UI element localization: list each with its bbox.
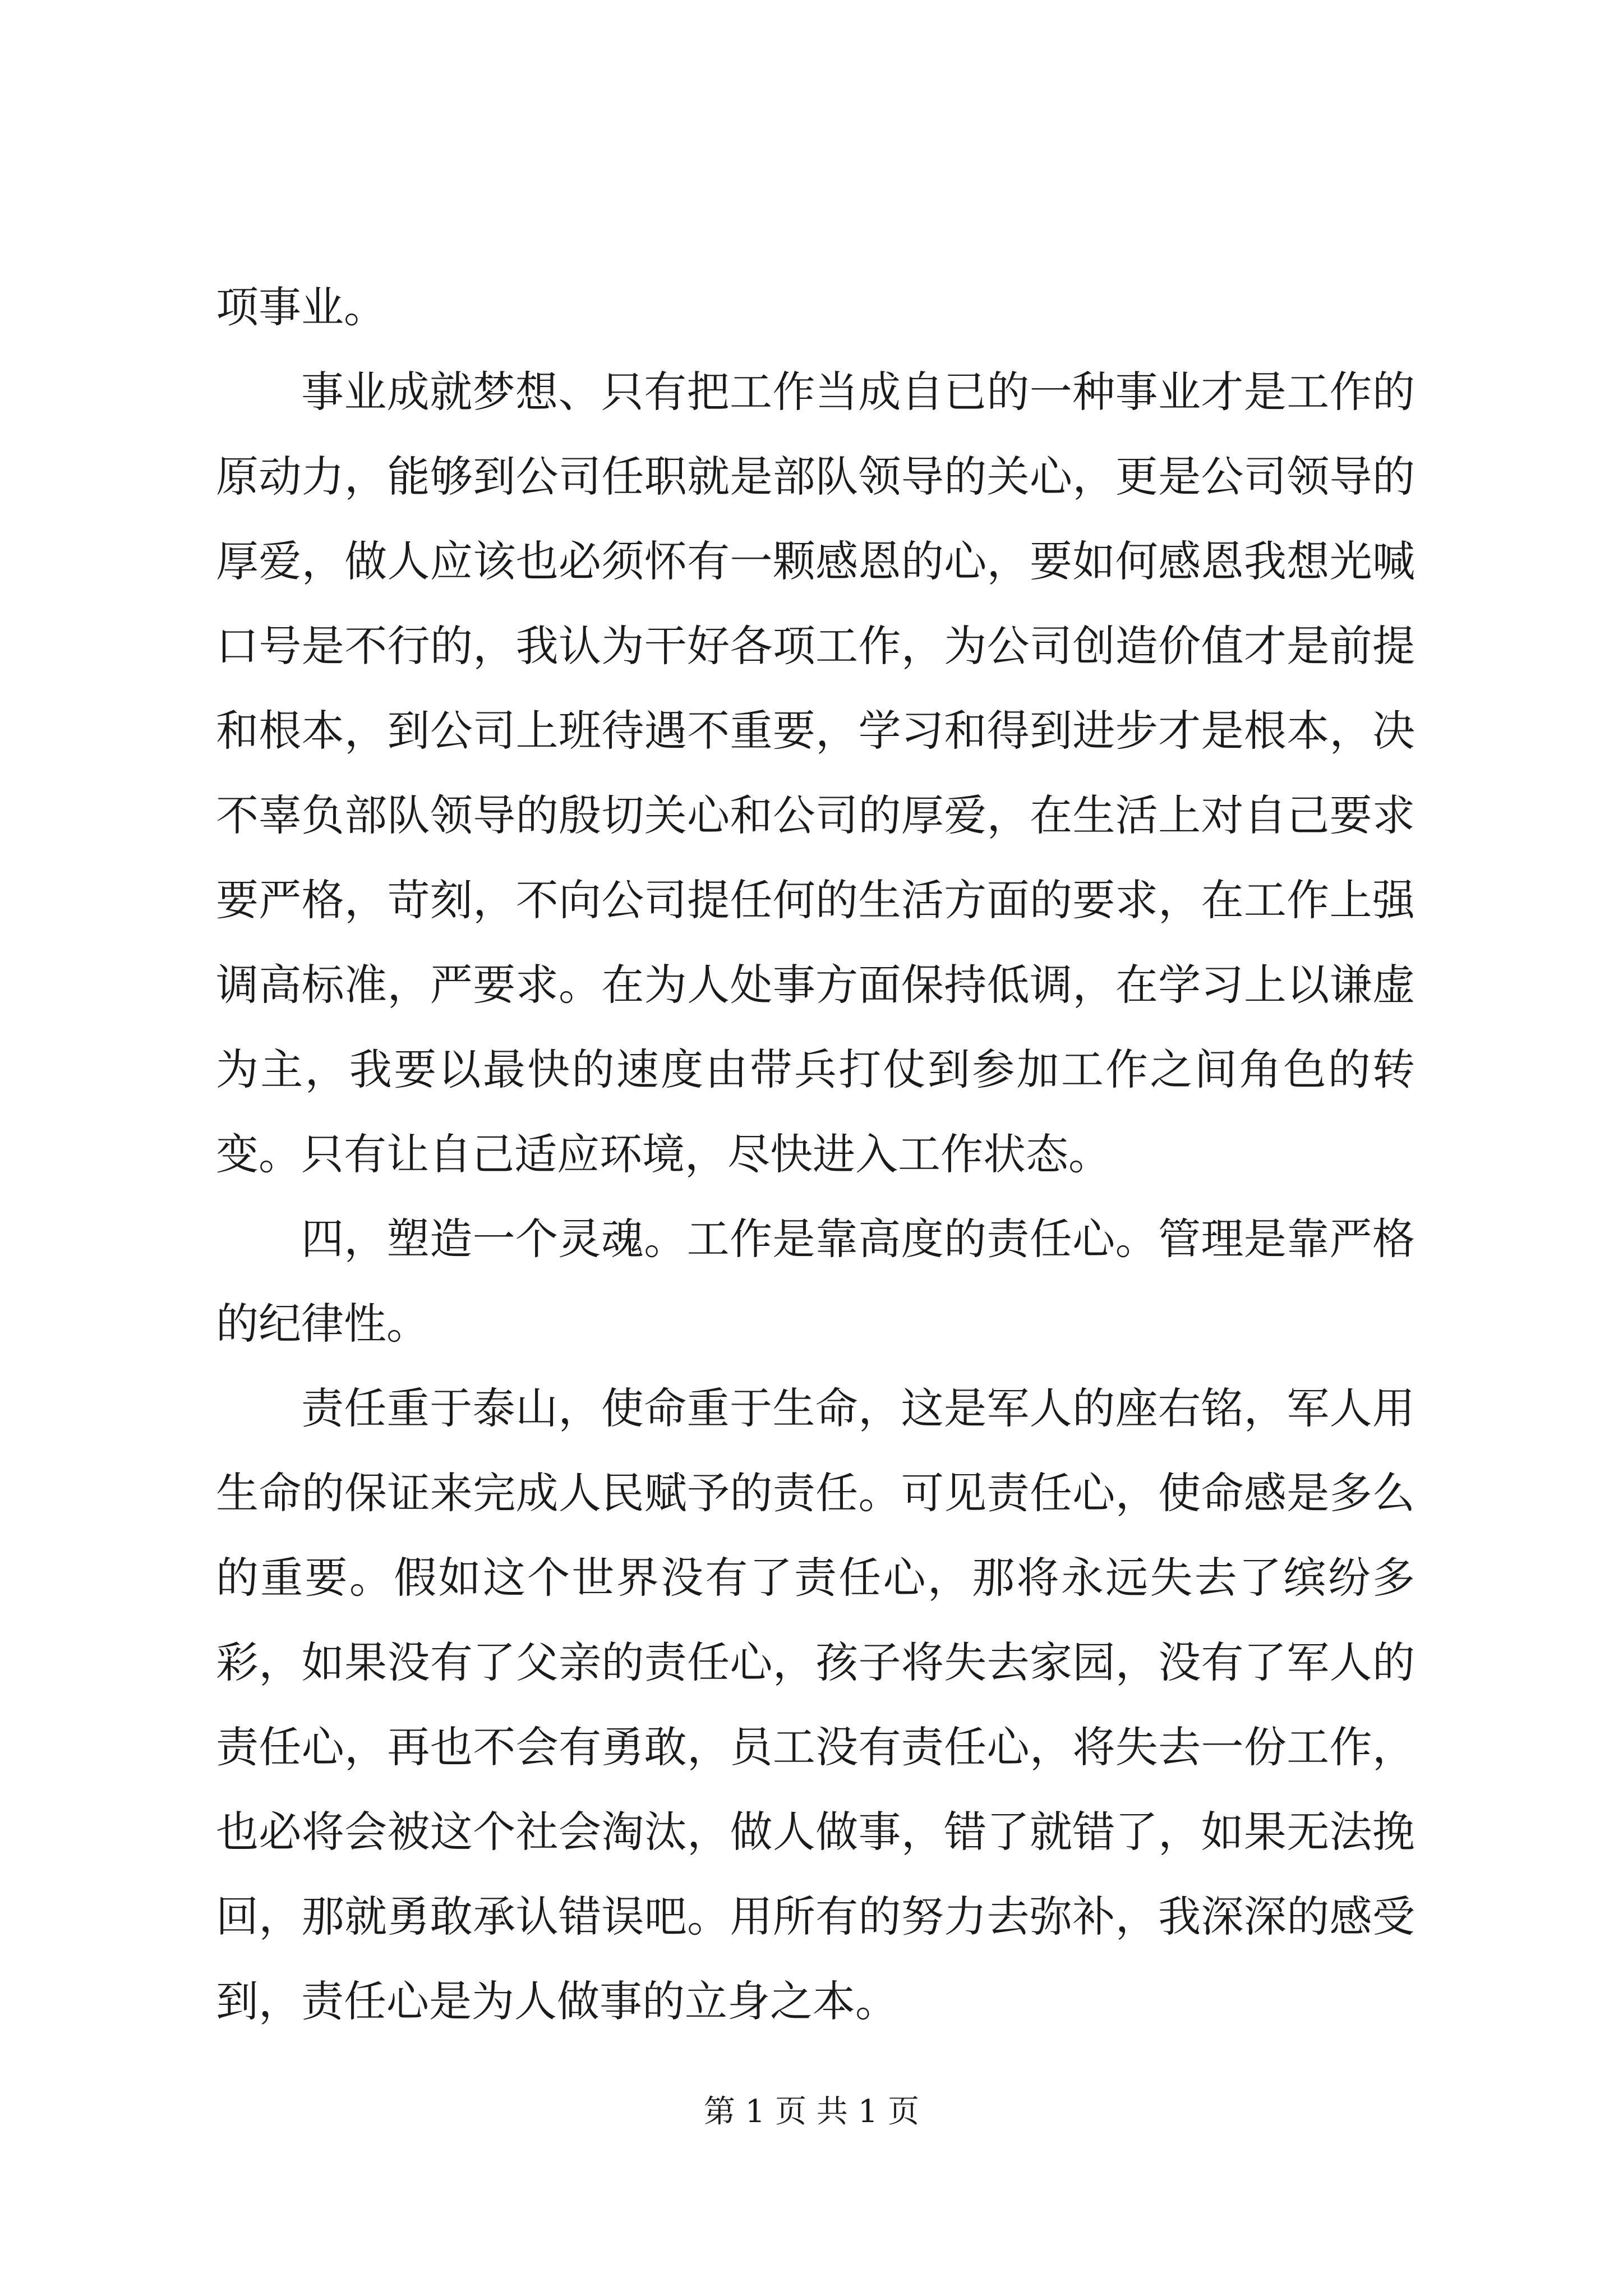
paragraph-shape-soul: 四，塑造一个灵魂。工作是靠高度的责任心。管理是靠严格的纪律性。 <box>216 1214 1415 1349</box>
paragraph-responsibility: 责任重于泰山，使命重于生命，这是军人的座右铭，军人用生命的保证来完成人民赋予的责任。可见责任心，使命感是多么的重要。假如这个世界没有了责任心，那将永远失去了缤纷多彩，如果没有了父亲的责任心，孩子将失去家园，没有了军人的责任心，再也不会有勇敢，员工没有责任心，将失去一份工作，也必将会被这个社会淘汰，做人做事，错了就错了，如果无法挽回，那就勇敢承认错误吧。用所有的努力去弥补，我深深的感受到，责任心是为人做事的立身之本。 <box>216 1383 1415 2026</box>
document-body <box>216 265 1415 2044</box>
paragraph-continuation: 项事业。 <box>216 282 386 332</box>
page-number-footer: 第 1 页 共 1 页 <box>703 2093 920 2130</box>
paragraph-career-dream: 事业成就梦想、只有把工作当成自已的一种事业才是工作的原动力，能够到公司任职就是部队领导的关心，更是公司领导的厚爱，做人应该也必须怀有一颗感恩的心，要如何感恩我想光喊口号是不行的，我认为干好各项工作，为公司创造价值才是前提和根本，到公司上班待遇不重要，学习和得到进步才是根本，决不辜负部队领导的殷切关心和公司的厚爱，在生活上对自己要求要严格，苛刻，不向公司提任何的生活方面的要求，在工作上强调高标准，严要求。在为人处事方面保持低调，在学习上以谦虚为主，我要以最快的速度由带兵打仗到参加工作之间角色的转变。只有让自己适应环境，尽快进入工作状态。 <box>216 367 1415 1179</box>
